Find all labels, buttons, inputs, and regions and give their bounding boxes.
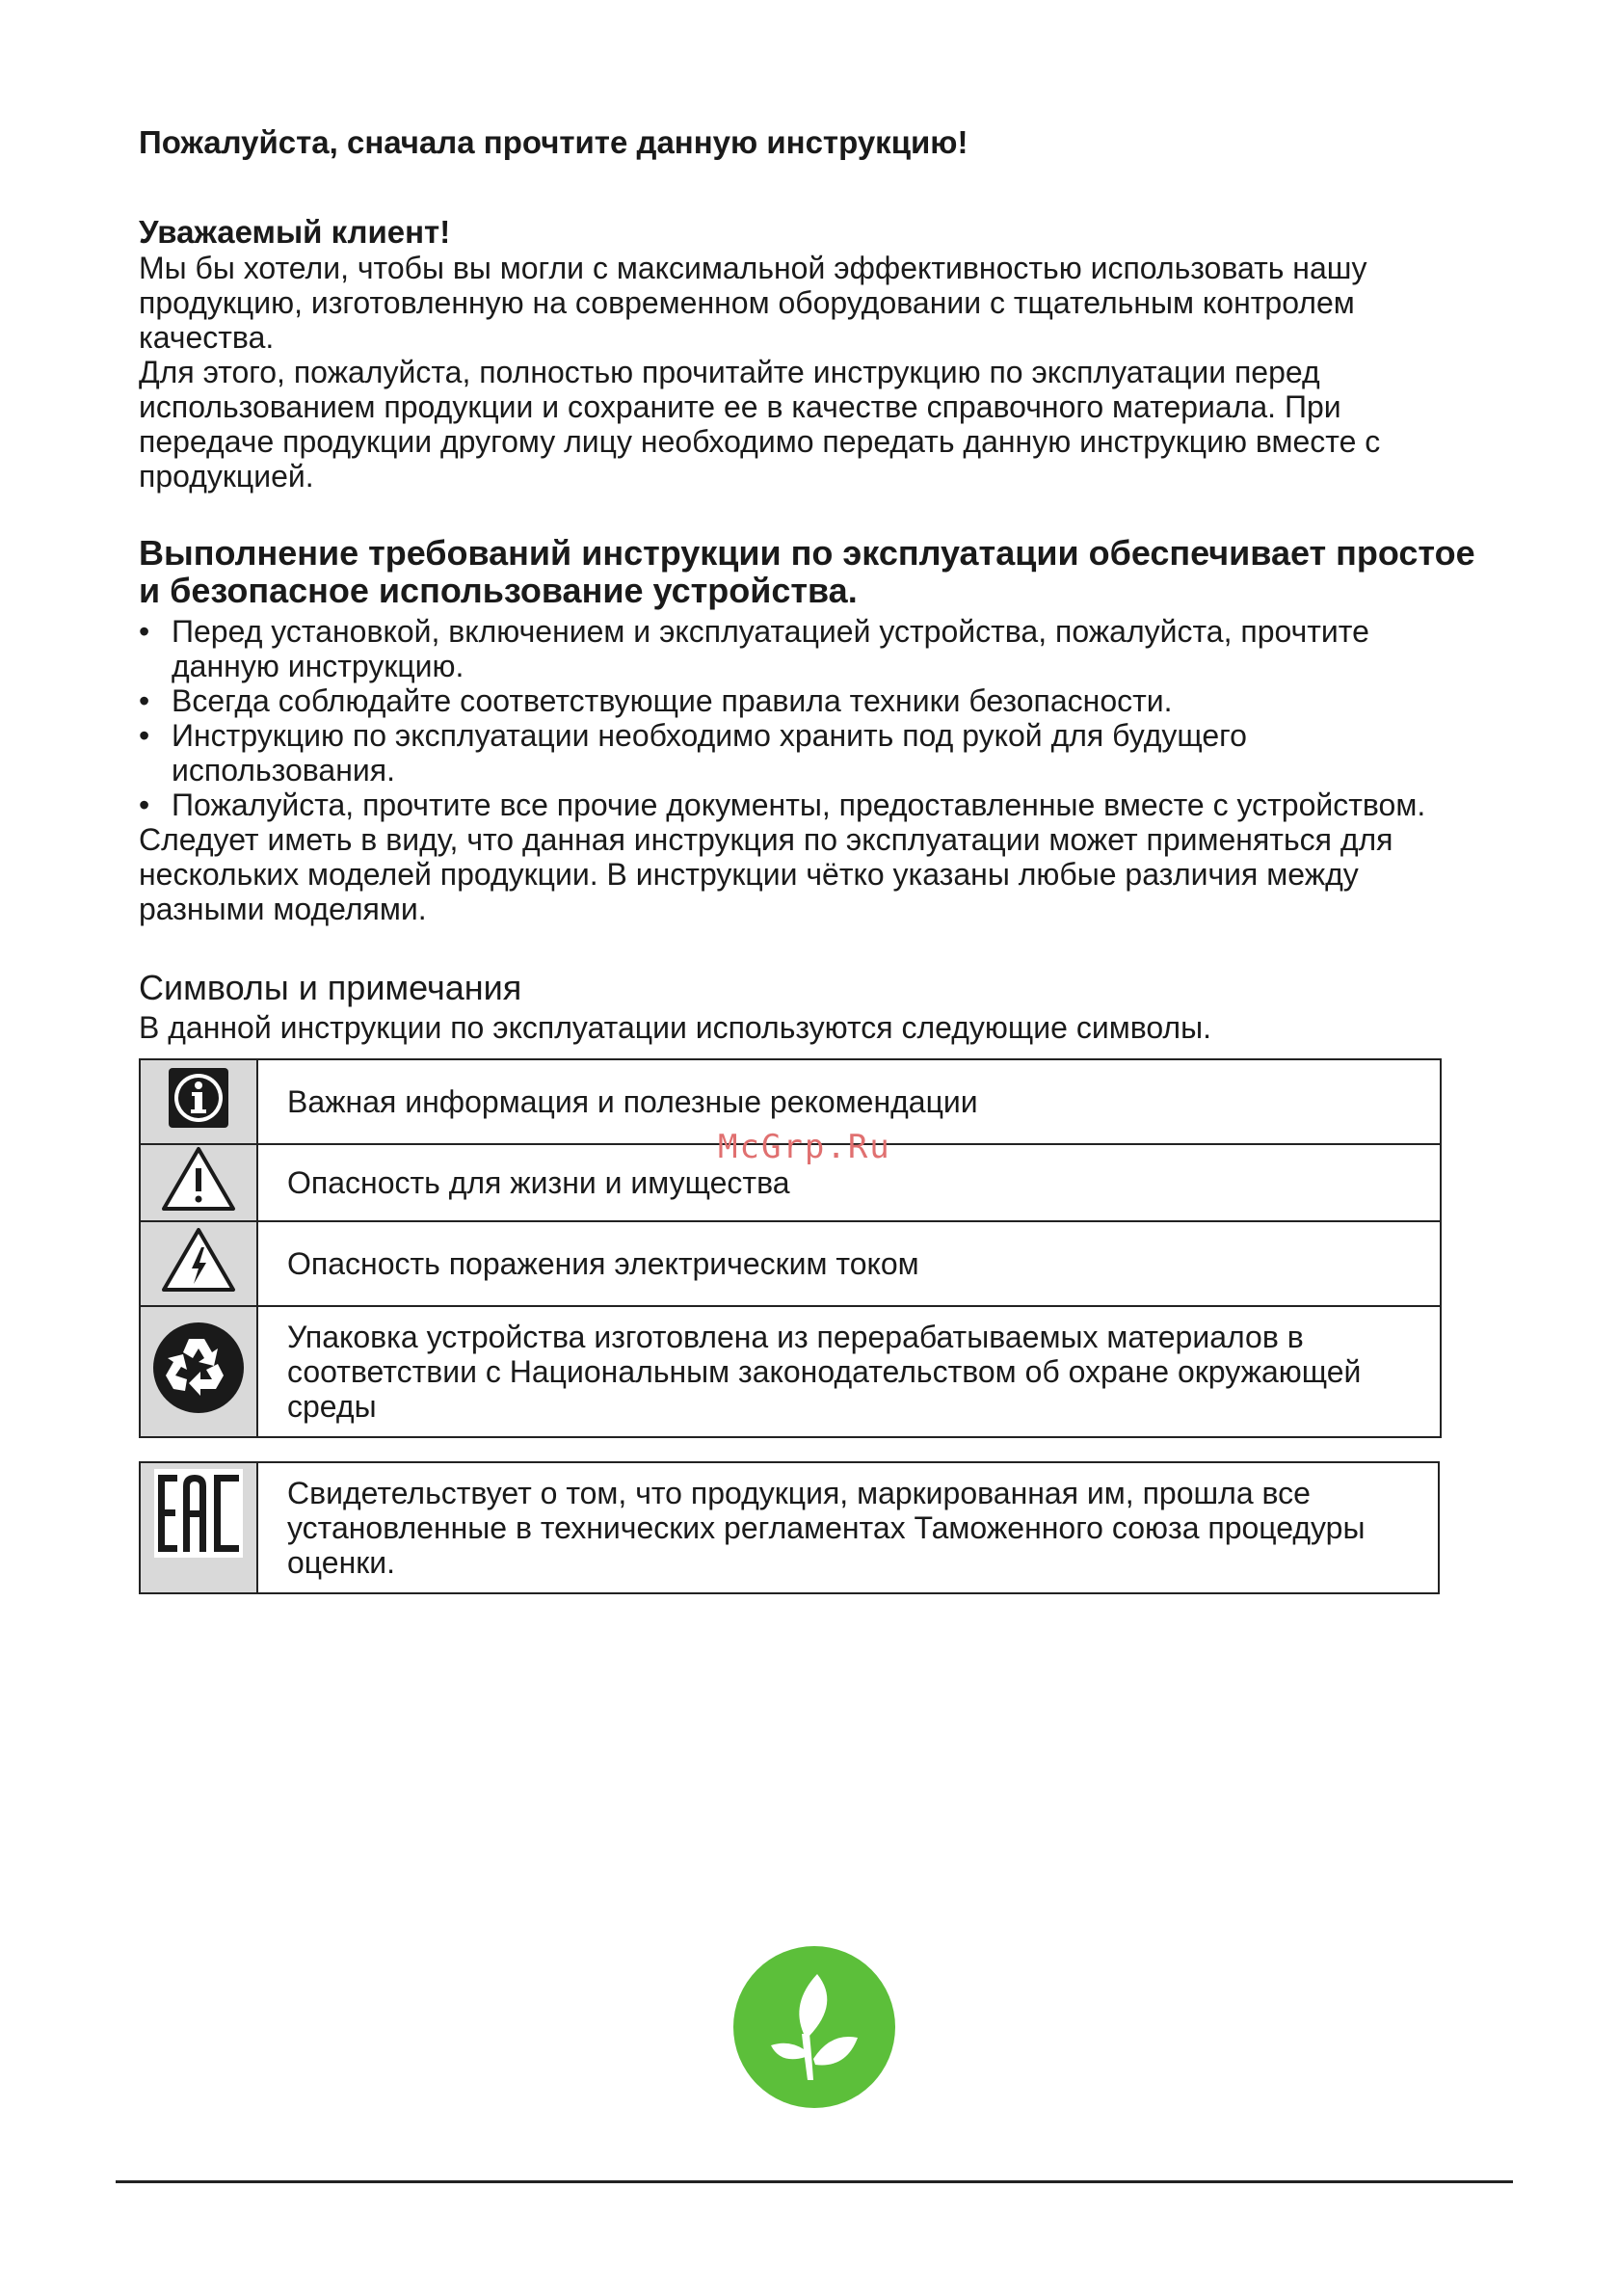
- footer-divider: [116, 2180, 1513, 2183]
- table-row: [140, 1306, 1441, 1437]
- table-row: [140, 1221, 1441, 1306]
- requirements-list: [139, 614, 1476, 822]
- icon-cell: [140, 1462, 257, 1593]
- greeting-heading: Уважаемый клиент!: [139, 213, 451, 250]
- recycle-icon: [150, 1320, 247, 1416]
- icon-cell: [140, 1306, 257, 1437]
- eac-table: [139, 1461, 1440, 1594]
- list-item: [139, 718, 1476, 788]
- symbols-section: [139, 967, 1476, 1594]
- symbol-description: Важная информация и полезные рекомендации: [257, 1059, 1441, 1144]
- symbols-intro: В данной инструкции по эксплуатации используются следующие символы.: [139, 1009, 1211, 1045]
- greeting-paragraph-1: Мы бы хотели, чтобы вы могли с максимальной эффективностью использовать нашу продукцию, изготовленную на современном оборудовании с тщательным контролем качества.: [139, 250, 1367, 355]
- icon-cell: [140, 1221, 257, 1306]
- symbols-table: [139, 1058, 1442, 1438]
- requirements-section: [139, 534, 1476, 926]
- electric-shock-icon: [160, 1226, 237, 1294]
- icon-cell: [140, 1059, 257, 1144]
- warning-icon: [160, 1145, 237, 1213]
- watermark-text: McGrp.Ru: [718, 1128, 891, 1166]
- eac-description: Свидетельствует о том, что продукция, маркированная им, прошла все установленные в технических регламентах Таможенного союза процедуры оценки.: [257, 1462, 1439, 1593]
- eac-mark-icon: [154, 1469, 243, 1558]
- list-item-text: Перед установкой, включением и эксплуатацией устройства, пожалуйста, прочтите данную инструкцию.: [172, 613, 1369, 683]
- list-item: [139, 683, 1476, 718]
- list-item: [139, 788, 1476, 822]
- bullet-marker: •: [139, 717, 150, 753]
- table-row: [140, 1462, 1439, 1593]
- bullet-marker: •: [139, 613, 150, 649]
- symbols-heading: Символы и примечания: [139, 967, 522, 1007]
- icon-cell: [140, 1144, 257, 1221]
- info-icon: [167, 1066, 230, 1130]
- symbol-description: Опасность поражения электрическим током: [257, 1221, 1441, 1306]
- symbol-description: Упаковка устройства изготовлена из перерабатываемых материалов в соответствии с Национальным законодательством об охране окружающей среды: [257, 1306, 1441, 1437]
- eco-leaf-icon: [732, 1945, 896, 2109]
- models-note: Следует иметь в виду, что данная инструкция по эксплуатации может применяться для нескольких моделей продукции. В инструкции чётко указаны любые различия между разными моделями.: [139, 821, 1393, 926]
- page-title: Пожалуйста, сначала прочтите данную инструкцию!: [139, 124, 968, 160]
- list-item-text: Пожалуйста, прочтите все прочие документы, предоставленные вместе с устройством.: [172, 787, 1426, 822]
- document-page: [139, 123, 1476, 1594]
- bullet-marker: •: [139, 787, 150, 822]
- greeting-section: [139, 214, 1476, 494]
- list-item-text: Всегда соблюдайте соответствующие правила техники безопасности.: [172, 682, 1173, 718]
- bullet-marker: •: [139, 682, 150, 718]
- list-item-text: Инструкцию по эксплуатации необходимо хранить под рукой для будущего использования.: [172, 717, 1247, 788]
- greeting-paragraph-2: Для этого, пожалуйста, полностью прочитайте инструкцию по эксплуатации перед использованием продукции и сохраните ее в качестве справочного материала. При передаче продукции другому лицу необходимо передать данную инструкцию вместе с продукцией.: [139, 354, 1381, 494]
- list-item: [139, 614, 1476, 683]
- requirements-heading: Выполнение требований инструкции по эксплуатации обеспечивает простое и безопасное использование устройства.: [139, 532, 1475, 611]
- symbol-description: Опасность для жизни и имущества: [257, 1144, 1441, 1221]
